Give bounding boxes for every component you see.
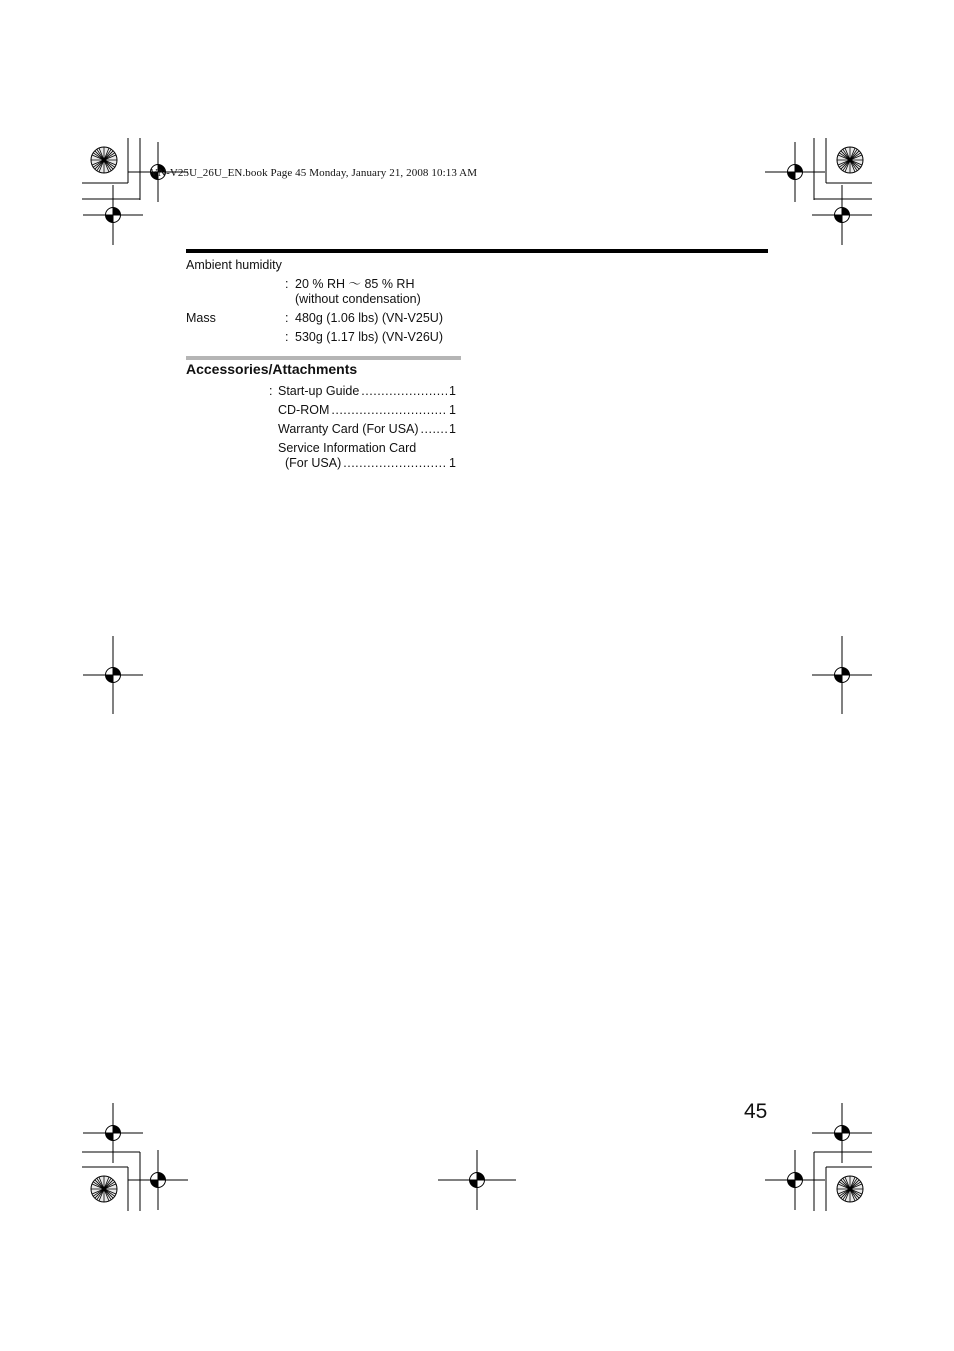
crosshair-mark [812, 185, 872, 245]
item-quantity: 1 [449, 422, 456, 436]
colon: : [285, 311, 289, 325]
registration-star-mark [91, 1176, 117, 1202]
crosshair-mark [765, 142, 825, 202]
leader-dots [421, 422, 448, 437]
crosshair-mark [765, 1150, 825, 1210]
crosshair-mark [812, 1103, 872, 1163]
humidity-value-line1: 20 % RH ～ 85 % RH [295, 277, 415, 291]
file-header-line: VN-V25U_26U_EN.book Page 45 Monday, January 21, 2008 10:13 AM [150, 167, 478, 179]
colon: : [285, 330, 289, 344]
list-item [285, 456, 456, 471]
leader-dots [331, 403, 447, 418]
list-item [278, 403, 456, 418]
item-quantity: 1 [449, 403, 456, 417]
crosshair-mark [128, 1150, 188, 1210]
accessories-title: Accessories/Attachments [186, 361, 358, 377]
crosshair-mark [83, 1103, 143, 1163]
registration-star-mark [837, 147, 863, 173]
registration-star-mark [91, 147, 117, 173]
leader-dots [343, 456, 447, 471]
mass-value-v26u: 530g (1.17 lbs) (VN-V26U) [295, 330, 443, 344]
humidity-value-line2: (without condensation) [295, 292, 421, 306]
item-quantity: 1 [449, 456, 456, 470]
crosshair-mark [83, 185, 143, 245]
colon: : [269, 384, 273, 398]
top-section-rule [186, 249, 768, 253]
page-number: 45 [744, 1100, 768, 1123]
item-label: (For USA) [285, 456, 342, 470]
item-label: Start-up Guide [278, 384, 360, 398]
section-divider [186, 356, 461, 360]
registration-star-mark [837, 1176, 863, 1202]
colon: : [285, 277, 289, 291]
humidity-label: Ambient humidity [186, 258, 282, 272]
item-label: Warranty Card (For USA) [278, 422, 419, 436]
item-label: Service Information Card [278, 441, 417, 455]
list-item [278, 422, 456, 437]
mass-value-v25u: 480g (1.06 lbs) (VN-V25U) [295, 311, 443, 325]
mass-label: Mass [186, 311, 216, 325]
item-quantity: 1 [449, 384, 456, 398]
list-item [278, 384, 456, 399]
item-label: CD-ROM [278, 403, 330, 417]
leader-dots [361, 384, 447, 399]
